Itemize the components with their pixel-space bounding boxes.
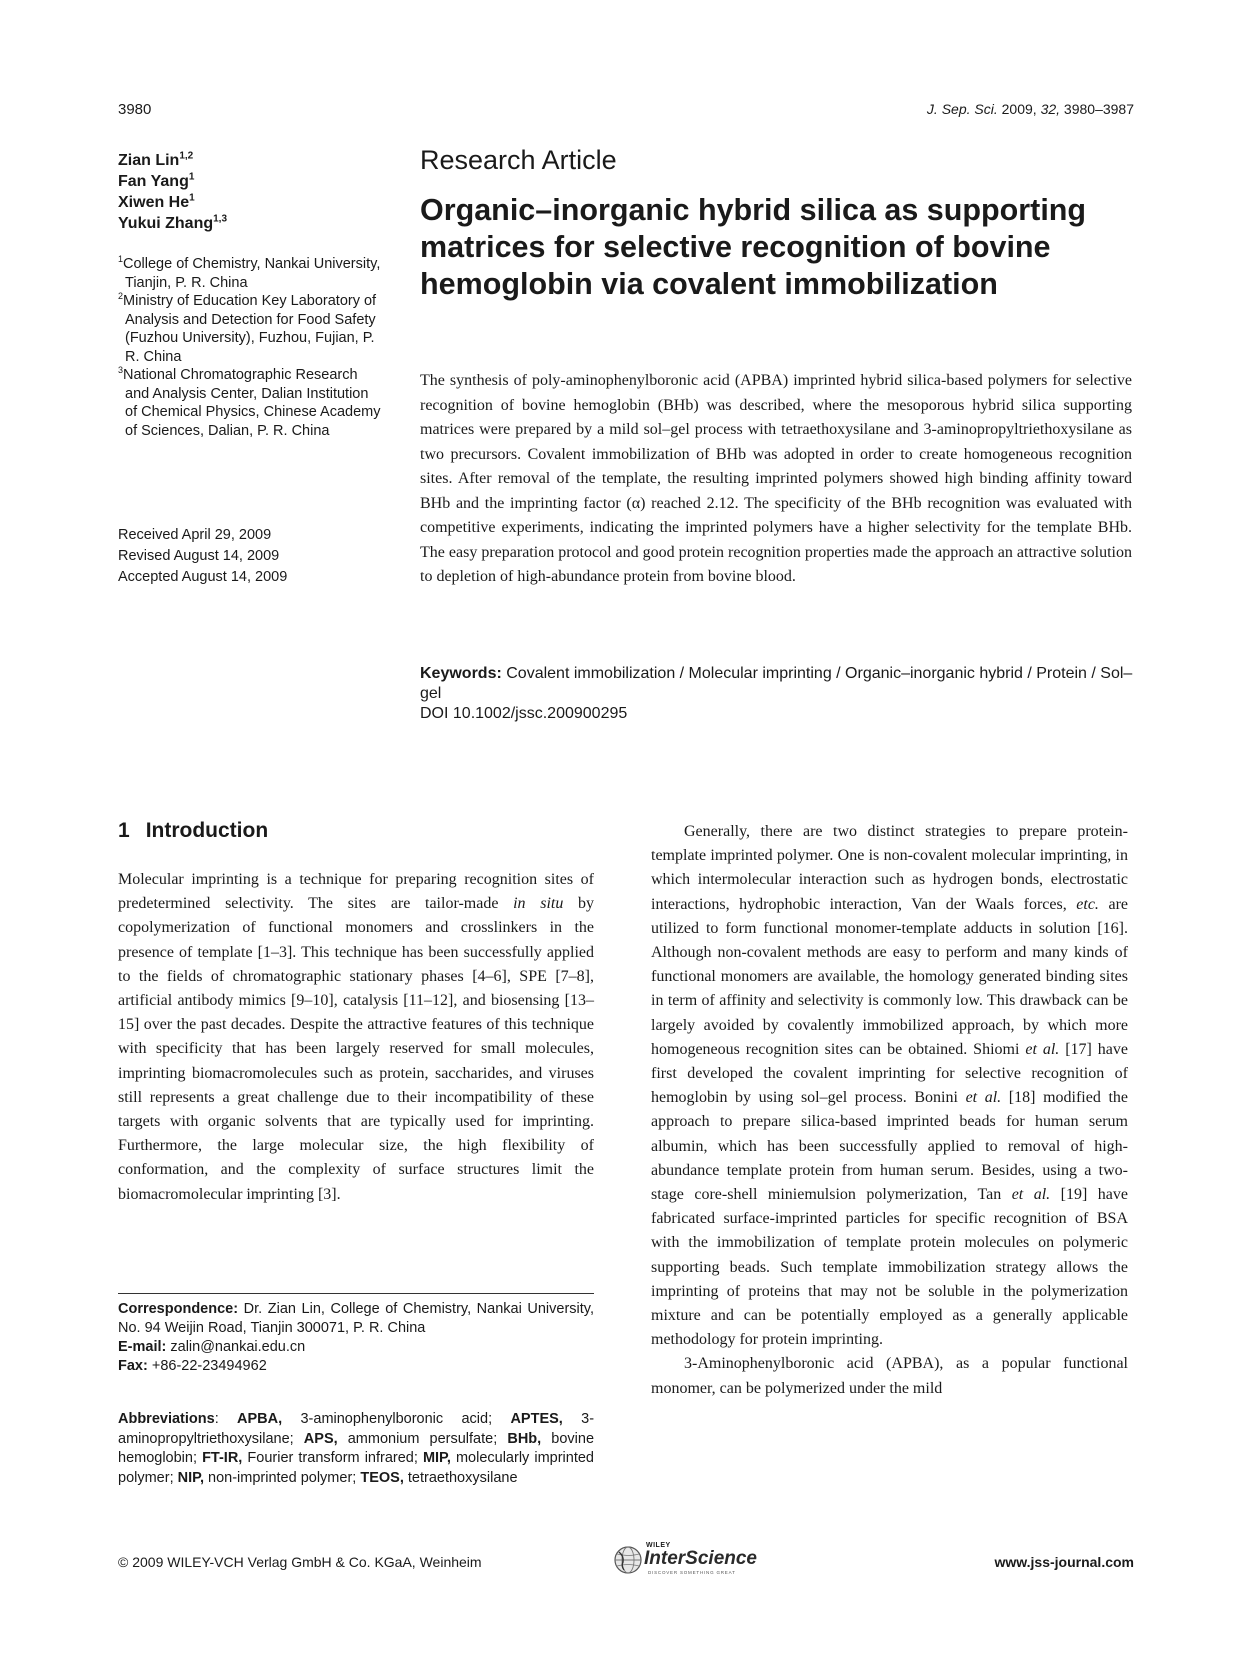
affiliation: $^3$National Chromatographic Research and Analysis Center, Dalian Institution of Chemical Physics, Chinese Academy of Sciences, Dalian, P. R. China [118,365,381,439]
author: Fan Yang$^1$ [118,171,195,190]
article-type: Research Article [420,145,617,175]
section-title: Introduction [145,819,269,842]
copyright: © 2009 WILEY-VCH Verlag GmbH & Co. KGaA, Weinheim [118,1554,482,1570]
logo-tagline: DISCOVER SOMETHING GREAT [648,1570,736,1575]
page-number: 3980 [118,101,152,118]
paragraph: Generally, there are two distinct strategies to prepare protein-template imprinted polymer. One is non-covalent molecular imprinting, in which intermolecular interaction such as hydrogen bonds, electrostatic interactions, hydrophobic interaction, Van der Waals forces, etc. are utilized to form functional monomer-template adducts in solution [16]. Although non-covalent methods are easy to perform and many kinds of functional monomers are available, the homology generated binding sites in term of affinity and selectivity is commonly low. This drawback can be largely avoided by covalently immobilized approach, by which more homogeneous recognition sites can be obtained. Shiomi et al. [17] have first developed the covalent imprinting for selective recognition of hemoglobin by using sol–gel process. Bonini et al. [18] modified the approach to prepare silica-based imprinted beads for human serum albumin, which has been successfully applied to removal of high-abundance template protein from human serum. Besides, using a two-stage core-shell miniemulsion polymerization, Tan et al. [19] have fabricated surface-imprinted particles for specific recognition of BSA with the immobilization of template protein molecules on polymeric supporting beads. Such template immobilization strategy allows the imprinting of proteins that may not be soluble in the polymerization mixture and can be potentially employed as a generally applicable methodology for protein imprinting. [651,823,1129,1349]
accepted-date: Accepted August 14, 2009 [118,569,288,585]
author-list [118,150,227,234]
journal-volume: 32, [1040,101,1061,117]
correspondence-address: Correspondence: Dr. Zian Lin, College of Chemistry, Nankai University, No. 94 Weijin Road, Tianjin 300071, P. R. China [118,1301,594,1336]
keywords-label: Keywords: [420,665,502,682]
affiliations [118,255,383,440]
article-title: Organic–inorganic hybrid silica as supporting matrices for selective recognition of bovine hemoglobin via covalent immobilization [420,193,1087,301]
running-head [927,101,1134,117]
author: Yukui Zhang$^{1,3}$ [118,213,228,232]
globe-icon [612,1544,644,1576]
correspondence-email: E-mail: zalin@nankai.edu.cn [118,1339,306,1355]
journal-url[interactable]: www.jss-journal.com [994,1554,1134,1570]
keywords [420,664,1134,724]
keywords-text: Covalent immobilization / Molecular imprinting / Organic–inorganic hybrid / Protein / Sol–gel [420,665,1133,702]
journal-abbrev: J. Sep. Sci. [926,101,998,117]
logo-publisher: WILEY [646,1542,671,1549]
paragraph: Molecular imprinting is a technique for preparing recognition sites of predetermined selectivity. The sites are tailor-made in situ by copolymerization of functional monomers and crosslinkers in the presence of template [1–3]. This technique has been successfully applied to the fields of chromatographic stationary phases [4–6], SPE [7–8], artificial antibody mimics [9–10], catalysis [11–12], and biosensing [13–15] over the past decades. Despite the attractive features of this technique with specificity that has been largely reserved for small molecules, imprinting biomacromolecules such as protein, saccharides, and viruses still represents a great challenge due to their incompatibility of these targets with organic solvents that are typically used for imprinting. Furthermore, the large molecular size, the high flexibility of conformation, and the complexity of surface structures limit the biomacromolecular imprinting [3]. [118,871,595,1203]
journal-pages: 3980–3987 [1063,101,1134,117]
paragraph: 3-Aminophenylboronic acid (APBA), as a popular functional monomer, can be polymerized under the mild [651,1355,1128,1397]
received-date: Received April 29, 2009 [118,527,272,543]
section-number: 1 [118,819,130,842]
journal-year: 2009, [1001,101,1037,117]
revised-date: Revised August 14, 2009 [118,548,280,564]
email-link[interactable]: zalin@nankai.edu.cn [170,1339,306,1355]
correspondence-fax: Fax: +86-22-23494962 [118,1358,267,1374]
affiliation: $^1$College of Chemistry, Nankai University, Tianjin, P. R. China [118,254,381,291]
affiliation: $^2$Ministry of Education Key Laboratory of Analysis and Detection for Food Safety (Fuzhou University), Fuzhou, Fujian, P. R. China [118,291,377,365]
doi[interactable]: DOI 10.1002/jssc.200900295 [420,705,628,722]
interscience-logo [612,1542,772,1578]
correspondence [118,1300,594,1376]
section-heading [118,819,268,843]
body-column-right [651,820,1128,1401]
abbreviations: Abbreviations: APBA, 3-aminophenylboronic acid; APTES, 3-aminopropyltriethoxysilane; APS, ammonium persulfate; BHb, bovine hemoglobin; FT-IR, Fourier transform infrared; MIP, molecularly imprinted polymer; NIP, non-imprinted polymer; TEOS, tetraethoxysilane [118,1411,595,1486]
author: Zian Lin$^{1,2}$ [118,150,194,169]
footnote-divider [118,1293,594,1294]
logo-name: InterScience [644,1548,757,1569]
body-column-left [118,868,594,1207]
alpha-symbol: α [631,494,641,512]
article-dates [118,525,287,588]
abstract: The synthesis of poly-aminophenylboronic acid (APBA) imprinted hybrid silica-based polymers for selective recognition of bovine hemoglobin (BHb) was described, where the mesoporous hybrid silica supporting matrices were prepared by a mild sol–gel process with tetraethoxysilane and 3-aminopropyltriethoxysilane as two precursors. Covalent immobilization of BHb was adopted in order to create homogeneous recognition sites. After removal of the template, the resulting imprinted polymers showed high binding affinity toward BHb and the imprinting factor (α) reached 2.12. The specificity of the BHb recognition was evaluated with competitive experiments, indicating the imprinted polymers have a higher selectivity for the template BHb. The easy preparation protocol and good protein recognition properties made the approach an attractive solution to depletion of high-abundance protein from bovine blood. [420,372,1133,585]
author: Xiwen He$^1$ [118,192,195,211]
